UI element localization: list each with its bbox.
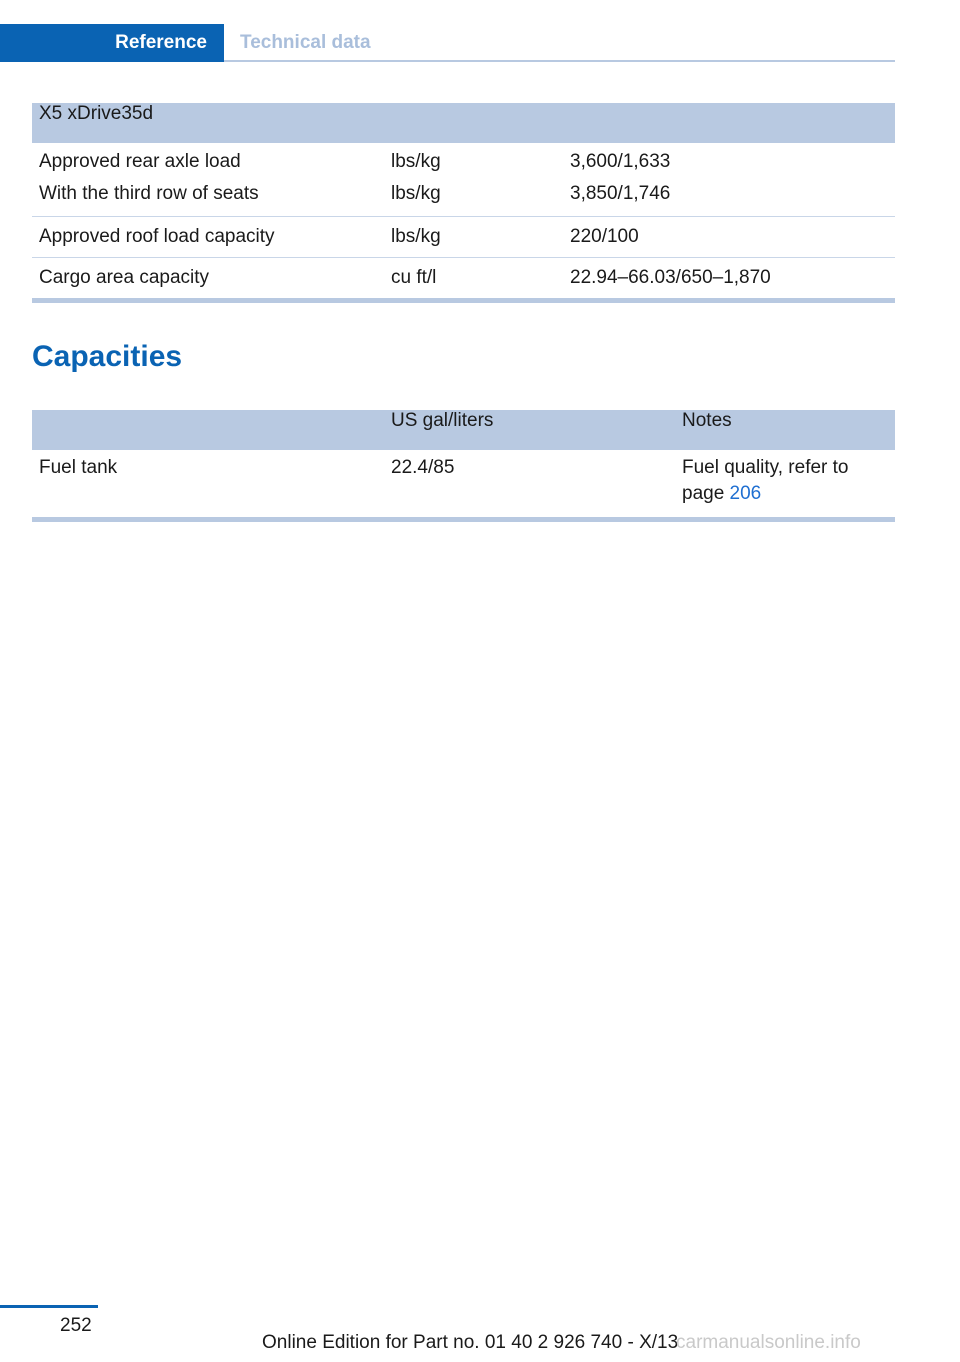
load-table	[32, 103, 895, 303]
row-note	[682, 455, 895, 507]
row-unit: cu ft/l	[391, 267, 437, 288]
section-title: Capacities	[32, 340, 183, 373]
table-header-row	[32, 103, 895, 143]
tab-reference[interactable]: Reference	[0, 24, 224, 62]
watermark: carmanualsonline.info	[676, 1332, 861, 1353]
table-bottom-bar	[32, 517, 895, 522]
edition-text: Online Edition for Part no. 01 40 2 926 740 - X/13	[262, 1332, 679, 1353]
page-number: 252	[60, 1315, 92, 1336]
table-row	[32, 258, 895, 299]
row-value: 22.4/85	[391, 457, 455, 478]
header-rule	[224, 60, 895, 62]
row-sub-unit: lbs/kg	[391, 183, 441, 204]
row-label: Approved rear axle load	[39, 151, 241, 172]
table-row	[32, 450, 895, 517]
note-text: page	[682, 483, 730, 504]
tab-technical-data[interactable]: Technical data	[240, 32, 371, 53]
capacities-table	[32, 410, 895, 522]
row-unit: lbs/kg	[391, 226, 441, 247]
row-value: 220/100	[570, 226, 639, 247]
row-label: Approved roof load capacity	[39, 226, 275, 247]
note-text: Fuel quality, refer to	[682, 457, 849, 478]
row-sub-label: With the third row of seats	[39, 183, 259, 204]
row-unit: lbs/kg	[391, 151, 441, 172]
table-bottom-bar	[32, 298, 895, 303]
row-label: Cargo area capacity	[39, 267, 210, 288]
page-header	[0, 24, 895, 62]
row-value: 3,600/1,633	[570, 151, 671, 172]
table-header-row	[32, 410, 895, 450]
table-row	[32, 143, 895, 217]
table-title: X5 xDrive35d	[32, 103, 895, 143]
row-label: Fuel tank	[39, 457, 118, 478]
page-link[interactable]: 206	[729, 483, 762, 504]
column-header: US gal/liters	[384, 410, 675, 450]
table-row	[32, 217, 895, 258]
row-value: 22.94–66.03/650–1,870	[570, 267, 771, 288]
row-sub-value: 3,850/1,746	[570, 183, 671, 204]
column-header: Notes	[675, 410, 895, 450]
footer-rule	[0, 1305, 98, 1308]
column-header	[32, 410, 384, 450]
